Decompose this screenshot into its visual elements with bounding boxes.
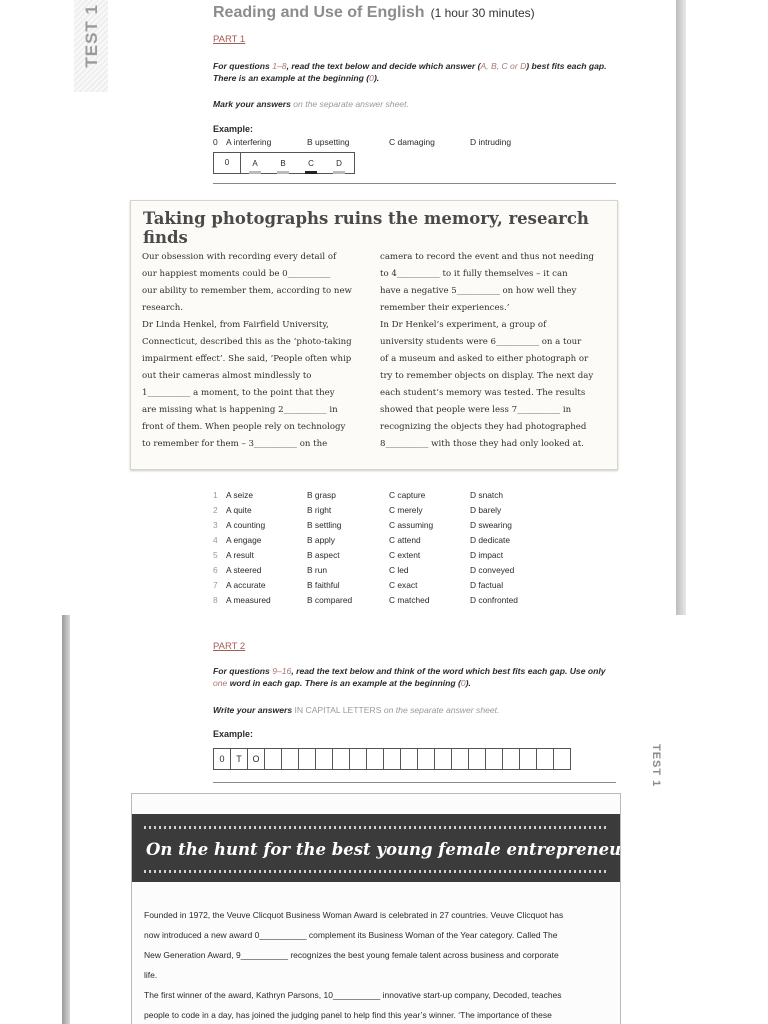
article-line: remember their experiences.’ <box>380 303 510 313</box>
article-line: Founded in 1972, the Veuve Clicquot Business Woman Award is celebrated in 27 countries. Veuve Clicquot has <box>144 910 564 920</box>
option-b: B compared <box>307 595 353 605</box>
letter-cell: T <box>230 748 248 770</box>
answer-option-letter: C <box>308 158 314 168</box>
instr-zero: 0 <box>460 678 466 688</box>
article-line: front of them. When people rely on technology <box>142 422 346 432</box>
option-b: B grasp <box>307 490 336 500</box>
question-number: 1 <box>213 490 218 500</box>
option-a: A seize <box>226 490 254 500</box>
option-a: A engage <box>226 535 262 545</box>
article-banner <box>132 814 640 882</box>
option-b: B run <box>307 565 328 575</box>
letter-cell <box>536 748 554 770</box>
answer-box-num: 0 <box>214 153 241 173</box>
answer-option-d <box>325 159 353 168</box>
part1-heading: PART 1 <box>213 34 246 45</box>
part2-example-label: Example: <box>213 729 254 739</box>
instr-one: one <box>213 678 228 688</box>
option-b: B right <box>307 505 332 515</box>
example-answer-box <box>213 152 355 174</box>
divider <box>213 183 616 184</box>
option-b: B apply <box>307 535 335 545</box>
letter-cell <box>383 748 401 770</box>
article-column-right <box>380 249 602 453</box>
instr-text: , read the text below and think of the word which best fits each gap. Use only <box>291 666 606 676</box>
instr-text: ). <box>373 73 380 83</box>
article-line: Dr Linda Henkel, from Fairfield University, <box>142 320 329 330</box>
part1-mark-instructions <box>213 98 613 110</box>
instr-text: , read the text below and decide which answer ( <box>286 61 481 71</box>
letter-cell <box>553 748 571 770</box>
answer-mark-selected <box>305 171 317 174</box>
option-d: D factual <box>470 580 504 590</box>
article-line: 1__________ a moment, to the point that they <box>142 388 335 398</box>
write-text: Write your answers <box>213 705 293 715</box>
question-number: 2 <box>213 505 218 515</box>
letter-cell <box>366 748 384 770</box>
article-line: our ability to remember them, according to new <box>142 286 352 296</box>
example-label: Example: <box>213 124 254 134</box>
instr-range: 9–16 <box>272 666 292 676</box>
option-a: A counting <box>226 520 266 530</box>
write-text-grey: on the separate answer sheet. <box>383 705 500 715</box>
answer-mark <box>277 171 289 174</box>
article-line: New Generation Award, 9__________ recognizes the best young female talent across business and corporate <box>144 950 559 960</box>
letter-cell <box>485 748 503 770</box>
letter-cell: 0 <box>213 748 231 770</box>
option-c: C assuming <box>389 520 434 530</box>
article-line: showed that people were less 7__________ in <box>380 405 572 415</box>
letter-cell <box>434 748 452 770</box>
letter-cell <box>349 748 367 770</box>
letter-cell <box>451 748 469 770</box>
letter-cell <box>502 748 520 770</box>
article-line: to 4__________ to it fully themselves – it can <box>380 269 568 279</box>
option-d: D impact <box>470 550 504 560</box>
option-a: A result <box>226 550 254 560</box>
divider <box>213 782 616 783</box>
option-d: D confronted <box>470 595 518 605</box>
letter-cell <box>400 748 418 770</box>
part2-write-instructions <box>213 704 613 716</box>
question-number: 7 <box>213 580 218 590</box>
option-c: C extent <box>389 550 421 560</box>
question-number: 5 <box>213 550 218 560</box>
option-c: C attend <box>389 535 421 545</box>
letter-cell <box>281 748 299 770</box>
article-body <box>144 905 610 1024</box>
option-d: D dedicate <box>470 535 511 545</box>
answer-option-letter: A <box>252 158 258 168</box>
mark-text-grey: on the separate answer sheet. <box>293 99 409 109</box>
article-line: The first winner of the award, Kathryn Parsons, 10__________ innovative start-up company, Decoded, teaches <box>144 990 562 1000</box>
page-edge-shadow-left <box>62 615 70 1024</box>
answer-option-a <box>241 159 269 168</box>
article-line: recognizing the objects they had photographed <box>380 422 587 432</box>
example-option-d: D intruding <box>470 137 512 147</box>
article-line: our happiest moments could be 0__________ <box>142 269 331 279</box>
letter-cell <box>519 748 537 770</box>
question-number: 4 <box>213 535 218 545</box>
option-c: C merely <box>389 505 423 515</box>
option-a: A measured <box>226 595 271 605</box>
example-num: 0 <box>213 137 218 147</box>
instr-text: ) best fits each gap. There is an example at the beginning ( <box>213 61 607 83</box>
example-option-c: C damaging <box>389 137 435 147</box>
part2-instructions <box>213 665 613 689</box>
option-a: A steered <box>226 565 262 575</box>
option-d: D conveyed <box>470 565 515 575</box>
article-line: now introduced a new award 0__________ complement its Business Woman of the Year category. Called The <box>144 930 558 940</box>
letter-cell <box>332 748 350 770</box>
article-line: each student’s memory was tested. The results <box>380 388 586 398</box>
answer-mark <box>333 171 345 174</box>
option-d: D snatch <box>470 490 504 500</box>
example-option-b: B upsetting <box>307 137 350 147</box>
option-c: C capture <box>389 490 426 500</box>
option-d: D swearing <box>470 520 512 530</box>
write-caps: IN CAPITAL LETTERS <box>294 705 382 715</box>
banner-dots-top <box>144 826 608 829</box>
banner-dots-bottom <box>144 870 608 873</box>
instr-text: word in each gap. There is an example at the beginning ( <box>227 678 461 688</box>
question-number: 3 <box>213 520 218 530</box>
option-a: A accurate <box>226 580 266 590</box>
option-c: C exact <box>389 580 418 590</box>
article-line: are missing what is happening 2__________ in <box>142 405 338 415</box>
part1-instructions <box>213 60 613 84</box>
article-title: Taking photographs ruins the memory, research finds <box>143 209 589 247</box>
article-line: life. <box>144 970 158 980</box>
article-line: Connecticut, described this as the ‘photo-taking <box>142 337 352 347</box>
option-d: D barely <box>470 505 502 515</box>
question-number: 6 <box>213 565 218 575</box>
article-line: have a negative 5__________ on how well they <box>380 286 577 296</box>
option-c: C matched <box>389 595 430 605</box>
article-line: impairment effect’. She said, ‘People often whip <box>142 354 352 364</box>
instr-text: For questions <box>213 61 273 71</box>
part2-example-boxes <box>213 748 570 770</box>
part2-heading: PART 2 <box>213 641 246 652</box>
article-line: to remember for them – 3__________ on the <box>142 439 328 449</box>
article-line: Our obsession with recording every detail of <box>142 252 337 262</box>
answer-option-letter: D <box>336 158 342 168</box>
article-line: of a museum and asked to either photograph or <box>380 354 589 364</box>
option-a: A quite <box>226 505 252 515</box>
article-line: research. <box>142 303 184 313</box>
article-line: people to code in a day, has joined the judging panel to help find this year’s winner. ‘The importance of these <box>144 1010 552 1020</box>
article-title: On the hunt for the best young female entrepreneurs <box>146 840 640 859</box>
question-number: 8 <box>213 595 218 605</box>
instr-letters: A, B, C or D <box>480 61 527 71</box>
answer-mark <box>249 171 261 174</box>
section-title <box>213 4 535 22</box>
section-duration: (1 hour 30 minutes) <box>430 6 535 20</box>
article-column-left <box>142 249 364 453</box>
article-entrepreneurs <box>131 793 640 1024</box>
instr-range: 1–8 <box>272 61 287 71</box>
option-b: B aspect <box>307 550 340 560</box>
option-c: C led <box>389 565 409 575</box>
instr-text: For questions <box>213 666 273 676</box>
mark-text: Mark your answers <box>213 99 291 109</box>
letter-cell <box>468 748 486 770</box>
letter-cell <box>298 748 316 770</box>
letter-cell: O <box>247 748 265 770</box>
instr-zero: 0 <box>369 73 374 83</box>
article-line: try to remember objects on display. The next day <box>380 371 594 381</box>
article-line: camera to record the event and thus not needing <box>380 252 595 262</box>
article-photographs <box>130 200 618 470</box>
article-line: In Dr Henkel’s experiment, a group of <box>380 320 547 330</box>
page-edge-shadow <box>676 0 686 615</box>
answer-option-letter: B <box>280 158 286 168</box>
answer-option-b <box>269 159 297 168</box>
letter-cell <box>264 748 282 770</box>
article-line: out their cameras almost mindlessly to <box>142 371 312 381</box>
letter-cell <box>417 748 435 770</box>
option-b: B settling <box>307 520 342 530</box>
answer-option-c <box>297 159 325 168</box>
example-option-a: A interfering <box>226 137 272 147</box>
test-label: TEST 1 <box>82 4 101 68</box>
side-test-label: TEST 1 <box>650 744 662 788</box>
option-b: B faithful <box>307 580 340 590</box>
letter-cell <box>315 748 333 770</box>
instr-text: ). <box>465 678 471 688</box>
article-line: 8__________ with those they had only looked at. <box>380 439 584 449</box>
section-title-text: Reading and Use of English <box>213 4 425 21</box>
article-line: university students were 6__________ on a tour <box>380 337 582 347</box>
